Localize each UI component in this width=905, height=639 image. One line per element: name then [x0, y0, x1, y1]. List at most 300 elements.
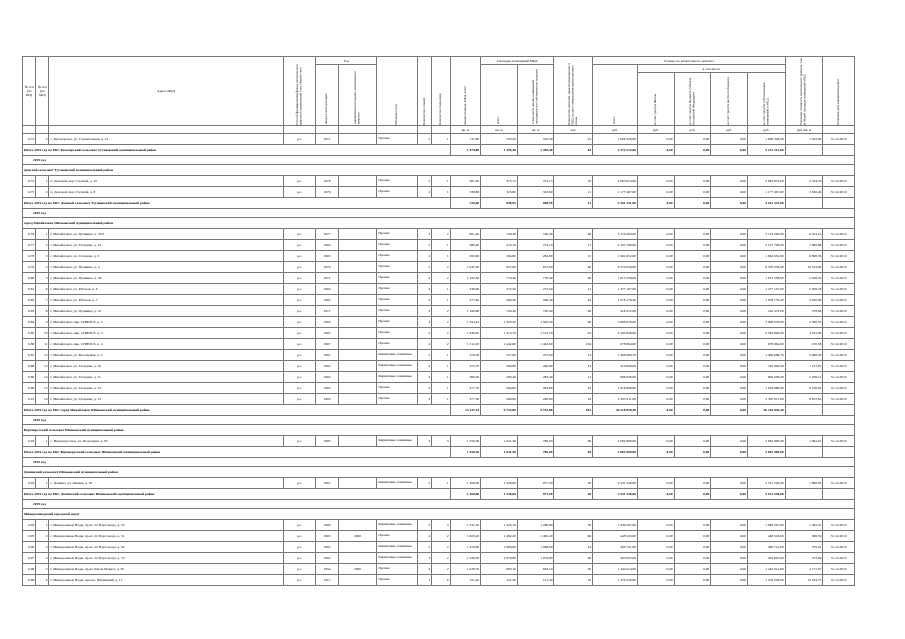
total-area-premises: 1 395,40	[481, 145, 518, 156]
cell-residents: 10	[554, 575, 593, 586]
cell-cost-owners: 310 840,00	[747, 361, 785, 372]
year-caption-row	[23, 500, 855, 509]
cell-area-private: 1 505,50	[517, 317, 554, 328]
cell-wall-material: Прочие	[377, 229, 418, 240]
cell-floors: 2	[418, 187, 432, 198]
cell-cost-fund: 0,00	[637, 229, 674, 240]
total-cost-fund: 0,00	[637, 198, 674, 209]
cell-wall-material: Прочие	[377, 564, 418, 575]
cell-total-area: 348,60	[450, 284, 481, 295]
cell-cost-total: 1 444 014,00	[593, 564, 638, 575]
table-row	[23, 478, 855, 489]
unit-cell	[823, 126, 855, 134]
cell-entrances: 1	[432, 251, 450, 262]
total-cost: 2 272 212,00	[593, 145, 638, 156]
total-area-private: 977,20	[517, 489, 554, 500]
cell-cost-total: 2 107 796,00	[593, 240, 638, 251]
cell-cost-fund: 0,00	[637, 176, 674, 187]
cell-cost-total: 1 477 107,00	[593, 284, 638, 295]
unit-cell: руб./кв. м	[785, 126, 823, 134]
cell-cost-owners: 1 964 652,00	[747, 251, 785, 262]
cell-cost-federal: 0,00	[674, 306, 711, 317]
cell-year-last-repair	[338, 187, 377, 198]
cell-cost-fund: 0,00	[637, 295, 674, 306]
cell-deadline: 31.12.2019	[823, 383, 855, 394]
cell-floors: 1	[418, 575, 432, 586]
cell-unit-cost: 8 872,63	[785, 394, 823, 405]
cell-entrances: 1	[432, 284, 450, 295]
cell-method: р.о.	[283, 306, 316, 317]
cell-method: р.о.	[283, 553, 316, 564]
cell-wall-material: Прочие	[377, 394, 418, 405]
cell-cost-owners: 1 916 880,00	[747, 383, 785, 394]
cell-total-area: 711,80	[450, 134, 481, 145]
cell-floors: 4	[418, 317, 432, 328]
cell-unit-cost: 1 452,06	[785, 134, 823, 145]
cell-year-last-repair	[338, 306, 377, 317]
cell-deadline: 31.12.2019	[823, 520, 855, 531]
cell-floors: 3	[418, 542, 432, 553]
total-area-premises: 1 330,00	[481, 489, 518, 500]
cell-method: р.о.	[283, 520, 316, 531]
cell-year-last-repair	[338, 273, 377, 284]
cell-unit-cost: 2 177,67	[785, 564, 823, 575]
total-cost-local: 0,00	[711, 489, 748, 500]
cell-deadline: 31.12.2019	[823, 317, 855, 328]
cell-cost-local: 0,00	[711, 240, 748, 251]
cell-cost-total: 1 078 176,40	[593, 295, 638, 306]
cell-num-mo: 9	[36, 317, 49, 328]
cell-cost-local: 0,00	[711, 478, 748, 489]
cell-floors: 2	[418, 372, 432, 383]
cell-entrances: 1	[432, 240, 450, 251]
cell-address: г. Минеральные Воды, проезд. Пятницкий, д. 11	[49, 575, 283, 586]
table-row	[23, 187, 855, 198]
cell-residents: 94	[554, 328, 593, 339]
cell-total-area: 1 360,00	[450, 478, 481, 489]
cell-cost-federal: 0,00	[674, 328, 711, 339]
table-row	[23, 372, 855, 383]
cell-unit-cost: 2 458,14	[785, 372, 823, 383]
cell-area-private: 375,15	[517, 176, 554, 187]
cell-cost-fund: 0,00	[637, 284, 674, 295]
cell-year-built: 1960	[316, 520, 338, 531]
cell-floors: 5	[418, 478, 432, 489]
header-num-total: № п/п (по КП)	[23, 57, 36, 126]
cell-floors: 2	[418, 361, 432, 372]
unit-cell: кв. м	[481, 126, 518, 134]
year-caption-row	[23, 458, 855, 467]
cell-total-area: 1 594,43	[450, 317, 481, 328]
cell-area-total: 257,00	[481, 350, 518, 361]
cell-total-area: 1 532,10	[450, 520, 481, 531]
cell-cost-fund: 0,00	[637, 520, 674, 531]
cell-method: р.о.	[283, 273, 316, 284]
cell-cost-federal: 0,00	[674, 229, 711, 240]
total-area-private: 1 395,40	[517, 145, 554, 156]
cell-residents: 10	[554, 176, 593, 187]
cell-area-private: 1 512,70	[517, 328, 554, 339]
cell-cost-total: 3 908 079,00	[593, 317, 638, 328]
cell-cost-owners: 1 078 176,40	[747, 295, 785, 306]
header-year-last-repair: завершения последнего капитального ремонта	[338, 65, 377, 126]
total-cost-owners: 2 272 212,00	[747, 145, 785, 156]
header-num-mo: № п/п (по МО)	[36, 57, 49, 126]
cell-cost-fund: 0,00	[637, 134, 674, 145]
cell-total-area: 1 193,30	[450, 273, 481, 284]
cell-unit-cost: 5 409,76	[785, 284, 823, 295]
cell-area-total: 260,60	[481, 394, 518, 405]
cell-unit-cost: 1 362,47	[785, 520, 823, 531]
cell-year-last-repair	[338, 575, 377, 586]
cell-cost-fund: 0,00	[637, 575, 674, 586]
total-cost-local: 0,00	[711, 405, 748, 416]
cell-entrances: 1	[432, 187, 450, 198]
cell-num-total: 1180	[23, 273, 36, 284]
cell-year-built: 1917	[316, 575, 338, 586]
municipality-name: город Михайловск Шпаковский муниципальный район	[23, 218, 855, 229]
cell-area-total: 1 482,20	[481, 531, 518, 542]
cell-method: р.о.	[283, 176, 316, 187]
cell-wall-material: Прочие	[377, 284, 418, 295]
cell-year-last-repair	[338, 251, 377, 262]
cell-residents: 25	[554, 134, 593, 145]
cell-wall-material: Кирпичные, каменные	[377, 436, 418, 447]
cell-cost-fund: 0,00	[637, 339, 674, 350]
cell-method: р.о.	[283, 187, 316, 198]
cell-area-private: 1 260,80	[517, 520, 554, 531]
cell-num-total: 1199	[23, 575, 36, 586]
cell-wall-material: Прочие	[377, 251, 418, 262]
cell-num-total: 1181	[23, 284, 36, 295]
cell-deadline: 31.12.2019	[823, 187, 855, 198]
cell-residents: 69	[554, 436, 593, 447]
year-caption-row	[23, 156, 855, 165]
cell-unit-cost: 375,01	[785, 542, 823, 553]
cell-cost-total: 696 636,00	[593, 372, 638, 383]
cell-entrances: 1	[432, 350, 450, 361]
cell-cost-local: 0,00	[711, 187, 748, 198]
cell-residents: 21	[554, 284, 593, 295]
unit-cell: руб.	[637, 126, 674, 134]
cell-cost-local: 0,00	[711, 134, 748, 145]
cell-wall-material: Прочие	[377, 295, 418, 306]
total-empty	[823, 489, 855, 500]
total-cost-fund: 0,00	[637, 489, 674, 500]
cell-floors: 2	[418, 383, 432, 394]
table-row	[23, 306, 855, 317]
total-cost: 2 062 900,00	[593, 447, 638, 458]
cell-cost-owners: 2 305 911,00	[747, 394, 785, 405]
total-row	[23, 145, 855, 156]
cell-floors: 2	[418, 295, 432, 306]
municipality-name: Верхнерусский сельсовет Шпаковский муниципальный район	[23, 425, 855, 436]
cell-entrances: 2	[432, 542, 450, 553]
cell-wall-material: Прочие	[377, 176, 418, 187]
cell-residents: 48	[554, 262, 593, 273]
cell-cost-fund: 0,00	[637, 478, 674, 489]
total-area: 1 579,80	[450, 145, 481, 156]
cell-wall-material: Прочие	[377, 273, 418, 284]
cell-address: г. Михайловск, ул. Пушкина, д. 55/2	[49, 229, 283, 240]
total-cost-owners: 36 218 830,40	[747, 405, 785, 416]
cell-num-total: 1173	[23, 134, 36, 145]
cell-address: с. Демино, ул. Ленина, д. 30	[49, 478, 283, 489]
total-residents: 69	[554, 447, 593, 458]
cell-cost-fund: 0,00	[637, 240, 674, 251]
cell-cost-local: 0,00	[711, 284, 748, 295]
cell-wall-material: Кирпичные, каменные	[377, 361, 418, 372]
cell-method: р.о.	[283, 383, 316, 394]
cell-cost-local: 0,00	[711, 564, 748, 575]
total-cost-owners: 2 531 540,00	[747, 489, 785, 500]
total-area: 726,00	[450, 198, 481, 209]
cell-wall-material: Прочие	[377, 328, 418, 339]
cell-area-total: 663,10	[481, 564, 518, 575]
cell-wall-material: Прочие	[377, 575, 418, 586]
cell-entrances: 2	[432, 553, 450, 564]
cell-address: г. Михайловск, ул. Рабочая, д. 7	[49, 295, 283, 306]
cell-method: р.о.	[283, 575, 316, 586]
cell-cost-total: 1 479 229,00	[593, 575, 638, 586]
total-cost-local: 0,00	[711, 145, 748, 156]
cell-cost-total: 6 570 056,00	[593, 262, 638, 273]
total-cost-federal: 0,00	[674, 489, 711, 500]
cell-cost-owners: 1 815 558,00	[747, 273, 785, 284]
cell-unit-cost: 470,58	[785, 339, 823, 350]
cell-area-private: 1 442,60	[517, 339, 554, 350]
cell-residents: 44	[554, 542, 593, 553]
header-wall-material: Материал стен	[377, 57, 418, 126]
cell-wall-material: Кирпичные, каменные	[377, 372, 418, 383]
cell-entrances: 2	[432, 339, 450, 350]
cell-year-last-repair	[338, 240, 377, 251]
header-address: Адрес МКД	[49, 57, 283, 126]
header-method: Способ формирования фонда капитального ремонта (специальный счет, общий счет)	[283, 57, 316, 126]
cell-wall-material: Прочие	[377, 262, 418, 273]
cell-num-total: 1198	[23, 564, 36, 575]
cell-method: р.о.	[283, 284, 316, 295]
cell-address: г. Минеральные Воды, пр-кт. Карла Маркса, д. 50	[49, 564, 283, 575]
municipality-row	[23, 218, 855, 229]
cell-year-built: 1963	[316, 317, 338, 328]
table-row	[23, 339, 855, 350]
cell-num-total: 1185	[23, 328, 36, 339]
cell-entrances: 6	[432, 575, 450, 586]
table-row	[23, 383, 855, 394]
header-area-total: всего	[481, 65, 518, 126]
cell-wall-material: Прочие	[377, 187, 418, 198]
cell-unit-cost: 3 031,00	[785, 328, 823, 339]
cell-deadline: 31.12.2019	[823, 176, 855, 187]
cell-year-built: 1971	[316, 273, 338, 284]
cell-floors: 2	[418, 251, 432, 262]
cell-year-built: 1967	[316, 339, 338, 350]
cell-year-last-repair	[338, 284, 377, 295]
cell-cost-local: 0,00	[711, 531, 748, 542]
cell-num-mo: 2	[36, 240, 49, 251]
cell-floors: 2	[418, 240, 432, 251]
table-row	[23, 436, 855, 447]
cell-floors: 2	[418, 564, 432, 575]
cell-cost-federal: 0,00	[674, 542, 711, 553]
cell-deadline: 31.12.2019	[823, 436, 855, 447]
cell-cost-local: 0,00	[711, 436, 748, 447]
municipality-row	[23, 467, 855, 478]
cell-method: р.о.	[283, 436, 316, 447]
cell-method: р.о.	[283, 542, 316, 553]
cell-area-private: 266,40	[517, 295, 554, 306]
cell-cost-owners: 4 584 840,00	[747, 328, 785, 339]
cell-cost-fund: 0,00	[637, 273, 674, 284]
cell-area-private: 720,40	[517, 306, 554, 317]
cell-num-total: 1195	[23, 531, 36, 542]
table-row	[23, 251, 855, 262]
cell-address: г. Минеральные Воды, пр-кт. 22 Партсъезда, д. 51	[49, 531, 283, 542]
cell-cost-total: 4 584 840,00	[593, 328, 638, 339]
cell-cost-fund: 0,00	[637, 187, 674, 198]
cell-cost-local: 0,00	[711, 295, 748, 306]
header-deadline: Плановая дата завершения работ	[823, 57, 855, 126]
cell-cost-federal: 0,00	[674, 187, 711, 198]
cell-num-mo: 3	[36, 542, 49, 553]
cell-year-last-repair	[338, 229, 377, 240]
total-cost-owners: 2 062 900,00	[747, 447, 785, 458]
cell-entrances: 2	[432, 306, 450, 317]
total-cost-owners: 3 261 341,00	[747, 198, 785, 209]
cell-total-area: 1 936,65	[450, 328, 481, 339]
cell-num-total: 1193	[23, 478, 36, 489]
cell-num-total: 1183	[23, 306, 36, 317]
cell-year-last-repair	[338, 262, 377, 273]
cell-year-last-repair: 2000	[338, 564, 377, 575]
cell-cost-federal: 0,00	[674, 564, 711, 575]
table-row	[23, 317, 855, 328]
cell-year-built: 1964	[316, 284, 338, 295]
cell-deadline: 31.12.2019	[823, 394, 855, 405]
cell-num-mo: 2	[36, 531, 49, 542]
cell-address: г. Михайловск, мкр. СНИИСХ, д. 2	[49, 317, 283, 328]
year-caption-row	[23, 416, 855, 425]
cell-year-last-repair	[338, 134, 377, 145]
cell-year-last-repair	[338, 553, 377, 564]
cell-area-total: 1 068,60	[481, 542, 518, 553]
cell-cost-fund: 0,00	[637, 262, 674, 273]
cell-cost-owners: 1 444 014,00	[747, 564, 785, 575]
cell-floors: 2	[418, 394, 432, 405]
total-empty	[785, 405, 823, 416]
cell-area-private: 260,60	[517, 394, 554, 405]
unit-cell	[283, 126, 316, 134]
cell-deadline: 31.12.2019	[823, 240, 855, 251]
cell-total-area: 277,40	[450, 295, 481, 306]
cell-deadline: 31.12.2019	[823, 553, 855, 564]
cell-cost-fund: 0,00	[637, 542, 674, 553]
cell-area-total: 1 041,30	[481, 436, 518, 447]
total-empty	[823, 198, 855, 209]
cell-floors: 3	[418, 520, 432, 531]
cell-residents: 48	[554, 273, 593, 284]
cell-method: р.о.	[283, 372, 316, 383]
cell-num-total: 1176	[23, 229, 36, 240]
cell-unit-cost: 1 191,87	[785, 361, 823, 372]
cell-total-area: 1 512,25	[450, 339, 481, 350]
cell-cost-local: 0,00	[711, 306, 748, 317]
cell-year-built: 1977	[316, 229, 338, 240]
total-area-premises: 698,95	[481, 198, 518, 209]
cell-deadline: 31.12.2019	[823, 372, 855, 383]
year-caption: 2019 год	[23, 156, 855, 165]
cell-deadline: 31.12.2019	[823, 262, 855, 273]
cell-entrances: 2	[432, 273, 450, 284]
table-row	[23, 295, 855, 306]
cell-num-mo: 2	[36, 134, 49, 145]
header-premises-area: Площадь помещений МКД	[481, 57, 554, 65]
cell-total-area: 377,70	[450, 383, 481, 394]
cell-cost-local: 0,00	[711, 383, 748, 394]
cell-cost-federal: 0,00	[674, 478, 711, 489]
total-row	[23, 198, 855, 209]
cell-year-built: 1965	[316, 251, 338, 262]
total-row	[23, 447, 855, 458]
cell-num-total: 1175	[23, 187, 36, 198]
cell-num-mo: 1	[36, 436, 49, 447]
cell-num-total: 1182	[23, 295, 36, 306]
cell-cost-local: 0,00	[711, 361, 748, 372]
cell-year-last-repair	[338, 295, 377, 306]
cell-residents: 24	[554, 295, 593, 306]
cell-num-total: 1178	[23, 251, 36, 262]
cell-year-last-repair	[338, 520, 377, 531]
cell-year-built: 1962	[316, 361, 338, 372]
unit-cell	[377, 126, 418, 134]
cell-year-built: 1964	[316, 240, 338, 251]
cell-num-mo: 5	[36, 564, 49, 575]
table-row	[23, 350, 855, 361]
total-area: 1 360,00	[450, 489, 481, 500]
total-label: Итого 2019 год по МО: Верхнерусский сельсовет Шпаковский муниципальный район	[23, 447, 451, 458]
cell-cost-owners: 678 864,00	[747, 339, 785, 350]
total-empty	[823, 447, 855, 458]
cell-area-total: 740,40	[481, 229, 518, 240]
cell-deadline: 31.12.2019	[823, 575, 855, 586]
cell-floors: 2	[418, 262, 432, 273]
cell-cost-fund: 0,00	[637, 531, 674, 542]
cell-num-total: 1187	[23, 350, 36, 361]
cell-address: г. Михайловск, ул. Весельевая, д. 3	[49, 350, 283, 361]
cell-cost-fund: 0,00	[637, 328, 674, 339]
cell-cost-local: 0,00	[711, 372, 748, 383]
total-cost: 3 261 341,00	[593, 198, 638, 209]
cell-year-built: 1967	[316, 478, 338, 489]
cell-cost-federal: 0,00	[674, 553, 711, 564]
unit-cell: руб.	[674, 126, 711, 134]
cell-address: г. Михайловск, ул. Гагарина, д. 3	[49, 251, 283, 262]
cell-cost-total: 1 177 467,00	[593, 187, 638, 198]
cell-area-total: 283,40	[481, 372, 518, 383]
header-year-group: Год	[316, 57, 377, 65]
cell-cost-fund: 0,00	[637, 394, 674, 405]
cell-num-mo: 1	[36, 229, 49, 240]
cell-num-mo: 4	[36, 262, 49, 273]
header-cost-owners: за счет средств собственников помещений в МКД	[747, 73, 785, 126]
total-cost-fund: 0,00	[637, 145, 674, 156]
cell-year-built: 1971	[316, 134, 338, 145]
cell-address: г. Михайловск, ул. Пушкина, д. 4	[49, 262, 283, 273]
total-area-private: 9 752,80	[517, 405, 554, 416]
cell-entrances: 2	[432, 262, 450, 273]
cell-num-mo: 12	[36, 350, 49, 361]
